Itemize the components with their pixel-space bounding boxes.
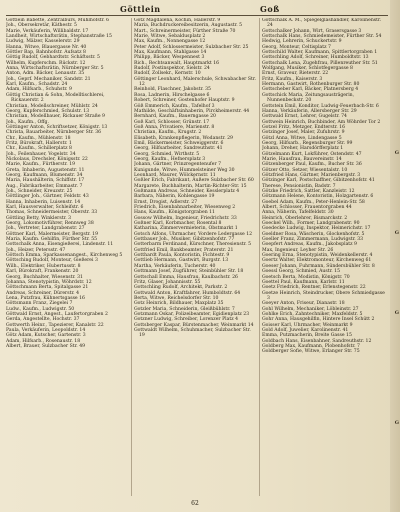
directory-entry: Gottschick Maria, Zeitungsausträgerin, Nunnenbeckstr. 20 — [262, 92, 355, 104]
directory-entry: Göttsching Rudolf, Monteur, Gießerei 3 — [6, 258, 98, 264]
directory-entry: Fritz, Glaser, Johannisstr. 55 — [134, 279, 201, 285]
directory-entry: Gold Adolf, Juwelier, Karolinenstr. 41 — [262, 327, 349, 333]
directory-entry: Ernst, Drogist, Adlerstr. 27 — [134, 199, 198, 205]
directory-entry: Goeyer Anton, Friseur, Dianastr. 18 — [262, 301, 345, 307]
directory-entry: Göttschmann Berta, Spitalgasse 21 — [6, 285, 89, 291]
header-right-name: Goß — [260, 4, 280, 14]
directory-entry: Gossow Wilhelm, Ingenieur, Friedrichstr. 33 — [134, 215, 237, 221]
directory-entry: Gerda, Angestellte, Hochstr. 37 — [6, 317, 80, 323]
column-1 — [6, 18, 130, 496]
directory-entry: Götzelmann Kurt, Lokführer, Ostendstr. 47 — [262, 151, 362, 157]
directory-entry: Landheit, Wirtschaftsrätin, Stephanstraße 15 — [6, 34, 112, 40]
directory-entry: Marie, Witwe, Sebaldusplatz 2 — [134, 34, 206, 40]
directory-entry: Paula, Verkäuferin, Leopoldstr. 14 — [6, 327, 86, 333]
directory-entry: Rich., Rechtsanwalt, Hauptmarkt 16 — [134, 60, 220, 66]
directory-entry: Christian, Kaufm., Krugstr. 2 — [134, 130, 202, 136]
directory-entry: Gottmann Josef, Zugführer, Steinbühler Str. 18 — [134, 269, 244, 275]
directory-entry: Götzinger Karl, Postschaffner, Gibitzenhofstr. 41 — [262, 178, 375, 184]
column-3 — [262, 18, 386, 496]
directory-entry: Gotzinger Josef, Maler, Zufuhrstr. 9 — [262, 130, 345, 136]
directory-entry: Max, Kaufmann, Stahlgasse 14 — [134, 50, 207, 56]
directory-entry: Rudolf, Zollsekr., Kernstr. 10 — [134, 71, 201, 77]
directory-entry: Georg, Monteur, Celtisplatz 7 — [262, 44, 331, 50]
directory-entry: Georg, Schmied, Wirthstr. 5 — [134, 151, 200, 157]
directory-entry: Mart., Schreinermeister, Fürther Straße 70 — [134, 28, 236, 34]
directory-entry: Anna, Wirtschaftsrätin, Nürnberger Str. 5 — [6, 66, 104, 72]
directory-entry: Göttsch Emma, Sparkassenangest., Kirchenweg 5 — [6, 253, 123, 259]
directory-entry: Joh., Vertreter, Landgrabenstr. 27 — [6, 226, 85, 232]
edge-letter: G — [394, 310, 399, 316]
directory-entry: Bernhard, Kaufm., Bauerngasse 20 — [134, 114, 216, 120]
directory-entry: Gottstein Emil, Konditor, Ludwig-Feuerbach-Str. 6 — [262, 103, 379, 109]
directory-entry: Joh., Feilenhauer, Vogelstr. 34 — [6, 151, 76, 157]
directory-entry: Göttlinger Joh., Gärtner, Feldstr. 43 — [6, 194, 89, 200]
directory-entry: Gottwald Ernst, Lehrer, Gugelstr. 74 — [262, 114, 347, 120]
directory-entry: Christa, Bauarbeiter, Nürnberger Str. 36 — [6, 130, 102, 136]
directory-entry: Chr., Kaufm., Schillerplatz 8 — [6, 146, 72, 152]
directory-entry: Göttig Rudolf, Gebhardtstr. Schäftsstr. 5 — [6, 55, 100, 61]
directory-entry: Götz Magdalena, Köchin, Hallerstr. 9 — [134, 18, 221, 23]
directory-entry: Gottwein Heinrich, Buchbinder, Am Wöhrder Tor 2 — [262, 119, 381, 125]
directory-entry: Götzmann Helene, Kontoristin, Holzgartenstr. 6 — [262, 194, 374, 200]
directory-entry: Marie, Verkäuferin, Willibaldstr. 17 — [6, 28, 89, 34]
column-2 — [134, 18, 258, 496]
directory-entry: Marie, Kaufm., Fürtherstr. 19 — [6, 162, 76, 168]
directory-entry: Joh., Kaufm., Offg. — [6, 119, 49, 125]
directory-entry: Karl, Bürokraft, Frankenstr. 20 — [6, 269, 79, 275]
directory-entry: Emil, Bäckermeister, Schweiggerstr. 6 — [134, 140, 224, 146]
directory-entry: Goessl Georg, Schmied, Austr. 15 — [262, 269, 341, 275]
directory-entry: Wilhelm, Kupferschm. Rückstr. 12 — [6, 60, 86, 66]
edge-letter: G — [394, 150, 399, 156]
directory-entry: Göttinger Anton, Schriftsetzer, Königstr. 13 — [6, 124, 108, 130]
directory-entry: Johann, Dreher, Harsdörfferplatz 1 — [262, 146, 344, 152]
directory-entry: Goeldner Rosa, Wäscherin, Glockenhofstr. 5 — [262, 231, 365, 237]
directory-entry: Albert, Schlosser, Frauentorgraben 44 — [262, 205, 352, 211]
directory-entry: Hanna, Witwe, Blauergasse Nr. 40 — [6, 44, 87, 50]
directory-entry: Gottscheber Karl, Bäcker, Platnersberg 4 — [262, 87, 359, 93]
directory-entry: Lena, Putzfrau, Kühnertsgasse 16 — [6, 295, 85, 301]
directory-entry: Wolfgang, Musiker, Schlotfegergasse 8 — [262, 66, 353, 72]
directory-entry: Gottschild Walter, Kaufmann, Spittlertorgraben 1 — [262, 50, 378, 56]
directory-entry: Gohr Anna, Hausgehilfin, Hintere Insel Schütt 2 — [262, 317, 375, 323]
directory-entry: Barbara, Näherin, Kohlengasse 19 — [134, 194, 215, 200]
directory-entry: Joh., Heizer, Petersstr. 47 — [6, 247, 66, 253]
directory-entry: Gottschalker Johann, Wirt, Grasersgasse 3 — [262, 28, 362, 34]
directory-entry: Ludwig, Mälzer, Kasselerstr. 29 — [6, 39, 80, 45]
directory-entry: Gottschalk Lena, Zugehfrau, Pillenreuther Str. 51 — [262, 60, 378, 66]
directory-entry: Georg, Hilfsarbeiter, Sandreuthstr. 41 — [134, 146, 223, 152]
directory-entry: Maria, Buchdruckereibesitzerin, Augustastr. 5 — [134, 23, 243, 29]
directory-entry: Göttlein Babette, Zentralbürs, Mühlhofstr. 6 — [6, 18, 110, 23]
directory-entry: Heinrich, Oberlehrer, Bismarckstr. 2 — [262, 215, 348, 221]
directory-entry: Anna, Näherin, Tafelfeldstr. 30 — [262, 210, 334, 216]
directory-entry: Ernst, Graveur, Rieterstr. 22 — [262, 71, 329, 77]
directory-entry: Gottschalk Hans, Schmiedemeister, Fürther Str. 54 — [262, 34, 382, 40]
directory-entry: Goepfert Andreas, Kaufm., Jakobsplatz 9 — [262, 242, 357, 248]
directory-entry: Gotzel Fritz, Metzger, Endterstr. 16 — [262, 124, 346, 130]
directory-entry: Albert, Brauer, Sulzbacher Str. 49 — [6, 343, 86, 349]
directory-entry: Goering Erna, Stenotypistin, Weidenkellerstr. 4 — [262, 253, 373, 259]
directory-entry: Goß Anna, Privatiere, Marienstr. 8 — [134, 124, 215, 130]
directory-entry: Georg, Kaufm., Hefnersplatz 3 — [134, 156, 206, 162]
directory-entry: Gottbauer Joh., Musiker, Gibitzenhofstr. 77 — [134, 237, 235, 243]
directory-entry: Chr., Kaufm., Mühlenstr. 18 — [6, 135, 71, 141]
directory-entry: Hedwig, Lehrerin, Schuckertstr. 9 — [262, 39, 342, 45]
directory-entry: Gotthardt Paula, Kontoristin, Fichtestr. 9 — [134, 253, 230, 259]
directory-entry: Gottwald Anton, Kraftfahrer, Humboldtstr. 64 — [134, 290, 241, 296]
directory-entry: Goßner Karl, Korbmacher, Rosental 8 — [134, 221, 222, 227]
directory-entry: Georg, Lokomotivführer, Rennweg 38 — [6, 221, 94, 227]
directory-entry: Goßmann Andreas, Schneider, Kesslerplatz 4 — [134, 189, 240, 194]
directory-entry: Hanna, Inhaberin, Luisenstr. 14 — [6, 199, 81, 205]
directory-entry: Georg, Hilfsarb., Regensburger Str. 99 — [262, 140, 353, 146]
directory-entry: Götzer Otto, Setzer, Wiesentalstr. 10 — [262, 167, 348, 173]
directory-entry: Robert, Schreiner, Gostenhofer Hauptstr. 9 — [134, 98, 235, 104]
directory-entry: Georg, Kaufmann, Blumenstr. 34 — [6, 172, 83, 178]
directory-entry: Greta, Inhaberin, Augustenstr. 11 — [6, 167, 85, 173]
directory-entry: Mathilde, Geschäftsinhaberin, Pirckheimerstr. 44 — [134, 108, 250, 114]
directory-entry: Kunigunde, Witwe, Hummelsteiner Weg 30 — [134, 167, 235, 173]
directory-entry: Götz Adam, Kutscher, Gartenstr. 3 — [6, 333, 86, 339]
directory-entry: Fritz, Kaufm., Kaiserstr. 3 — [262, 76, 323, 82]
directory-entry: Thomas, Schneidermeister, Oberstr. 33 — [6, 210, 98, 216]
column-divider — [259, 18, 260, 496]
directory-entry: Rudolf, Postinspektor, Sielstr. 24 — [134, 66, 210, 72]
directory-entry: Gotsch Alfons, Uhrmacher, Vordere Ledergasse 12 — [134, 231, 253, 237]
directory-entry: Christian, Modellschreiner, Mühlstr. 24 — [6, 103, 98, 109]
directory-entry: Martha, Verkäuferin, Tucherstr. 40 — [134, 263, 216, 269]
directory-entry: Gotzler Maria, Schneiderin, Gleißbühlstr. 7 — [134, 306, 235, 312]
directory-entry: Göttling Betty, Winklerstr. 3 — [6, 215, 72, 221]
directory-entry: Philipp, Bäcker, Wespennest 3 — [134, 55, 205, 61]
directory-entry: Gottschall Emma, Hausfrau, Kaulbachstr. 26 — [134, 274, 238, 280]
directory-entry: Joh., Schneider, Kreuzstr. 25 — [6, 189, 73, 194]
directory-entry: Hans, Kaufm., Königstorgraben 11 — [134, 210, 215, 216]
directory-entry: Johanna, Stenotypistin, Wöhrdstr. 12 — [6, 279, 92, 285]
directory-entry: Joh., Geprf. Mechaniker, Sandstr. 21 — [6, 76, 91, 82]
directory-entry: Göttwald Ernst, Angest., Laufertorgraben 2 — [6, 311, 108, 317]
directory-entry: Maria, Haushälterin, Schiffstr. 17 — [6, 178, 85, 184]
directory-entry: Gotterbarm Ferdinand, Kürschner, Theresienstr. 5 — [134, 242, 252, 248]
directory-entry: Goettel Paul, Kaufmann, Karlstr. 11 — [262, 279, 345, 285]
directory-entry: Karl, Kaufm., Schadstr. 24 — [6, 82, 68, 88]
directory-entry: Marie, Hausfrau, Bauvereinstr. 14 — [262, 156, 342, 162]
directory-entry: Goeser Johann, Fuhrmann, Sündersbühler Str. 8 — [262, 263, 375, 269]
directory-entry: Goetze Heinrich, Steindrucker, Obere Schmiedgasse 3 — [262, 290, 385, 301]
directory-entry: Goldbach Hans, Eisenbahner, Sandreuthstr. 12 — [262, 338, 372, 344]
directory-entry: Joh., Obersekretär, Käthestr. 5 — [6, 23, 77, 29]
directory-entry: Andreas, Schreiner, Dürerstr. 4 — [6, 290, 79, 296]
directory-entry: Rosa, Ladnerin, Hirschelgasse 6 — [134, 92, 210, 98]
directory-entry: Karl, Hausverwalter, Schleifstr. 6 — [6, 205, 84, 211]
directory-entry: Goeller Franz, Zimmermann, Ludwigstr. 33 — [262, 237, 364, 243]
directory-entry: Hermann, Gastwirt, Rothenburger Str. 80 — [262, 82, 360, 88]
directory-entry: Hanna, Verkäuferin, Allersberger Str. 29 — [262, 108, 357, 114]
directory-entry: Gotzner Ludwig, Schreiber, Lorenzer Platz 4 — [134, 317, 239, 323]
directory-entry: Gottwerth Heinr., Tapezierer, Kanalstr. 22 — [6, 322, 104, 328]
column-divider — [131, 18, 132, 496]
directory-entry: Johann, Gärtner, Prinzregentenufer 7 — [134, 162, 222, 168]
directory-entry: Göß Emmerich, Kaufm., Tafelhof 3 — [134, 103, 215, 109]
directory-entry: Gohlke Erich, Zahntechniker, Maxfeldstr. 5 — [262, 311, 363, 317]
directory-entry: Gottschling Rudolf, Architekt, Parkstr. 2 — [134, 285, 228, 291]
edge-letter: G — [394, 230, 399, 236]
directory-entry: Gottsberger Kaspar, Bürstenmacher, Weinmarkt 14 — [134, 322, 254, 328]
directory-entry: Anton, Adm. Bäcker, Lenaustr. 35 — [6, 71, 85, 77]
directory-entry: Gotzmann Oskar, Polizeibeamter, Egidienplatz 23 — [134, 311, 250, 317]
directory-entry: Göttner Karl, Malermeister, Bergstr. 19 — [6, 231, 99, 237]
edge-letter: G — [394, 420, 399, 426]
directory-entry: Goldberg Max, Kaufmann, Plobenhofstr. 7 — [262, 343, 360, 349]
directory-entry: Adam, Hilfsarb., Rosenaustr. 18 — [6, 338, 81, 344]
directory-entry: Therese, Pensionistin, Badstr. 7 — [262, 183, 336, 189]
directory-entry: Goisser Karl, Uhrmacher, Weinmarkt 9 — [262, 322, 353, 328]
directory-entry: Goetz Friedrich, Rentner, Erlenstegenstr. 22 — [262, 285, 366, 291]
header-left-name: Göttlein — [120, 4, 161, 14]
directory-entry: Goebel Adam, Kaufm., Peter-Henlein-Str. 58 — [262, 199, 365, 205]
directory-entry: Gottwaldt Wilhelm, Schuhmacher, Sulzbacher Str. 19 — [134, 327, 251, 339]
directory-entry: Goß Karl, Schlosser, Grünstr. 17 — [134, 119, 210, 125]
directory-entry: Berta, Witwe, Reichelsdorfer Str. 10 — [134, 295, 219, 301]
directory-entry: Götzenberger Paul, Kaufm., Bucher Str. 36 — [262, 162, 362, 168]
directory-entry: Katharina, Zimmervermieterin, Obstmarkt 1 — [134, 226, 238, 232]
directory-entry: Max, Ingenieur, Leyher Str. 26 — [262, 247, 334, 253]
directory-entry: Gottschalk A. M., Spiegelglashändler, Karolinenstr. 24 — [262, 18, 382, 29]
directory-entry: Adam, Hilfsarb., Schuhstr. 9 — [6, 87, 72, 93]
directory-entry: Georg, Kupferschmied, Schulstr. 13 — [6, 108, 90, 114]
directory-entry: Goßler Erich, Fabrikant, Äußere Sulzbacher Str. 60 — [134, 178, 254, 184]
directory-entry: Fritz, Bürokraft, Hallerstr. 1 — [6, 140, 72, 146]
directory-entry: Gottschalk Anna, Eisengießerei, Lindenstr. 11 — [6, 242, 114, 248]
header-rule — [6, 15, 388, 16]
directory-entry: Max, Kaufm., Nonnengasse 12 — [134, 39, 206, 45]
directory-entry: Gotz Heinrich, Bildhauer, Maxplatz 35 — [134, 301, 224, 307]
directory-entry: Goeckel Wilh., Former, Landgrabenstr. 90 — [262, 221, 360, 227]
directory-entry: Goedecke Ludwig, Inspektor, Heimerichstr. 17 — [262, 226, 371, 232]
directory-entry: Ludw., Kaufm., Ludwigstr. 50 — [6, 306, 75, 312]
directory-entry: Goetsch Berta, Modistin, Königstr. 70 — [262, 274, 350, 280]
directory-entry: Göttig Christian & Sohn, Modelltischlerei, Rickauerstr. 2 — [6, 92, 105, 104]
directory-entry: Gottschling Adolf, Schreiner, Humboldtstr. 13 — [262, 55, 369, 61]
directory-entry: Goldberger Sofie, Witwe, Erlanger Str. 75 — [262, 349, 360, 355]
directory-entry: Aug., Fabrikarbeiter, Emmastr. 7 — [6, 183, 83, 189]
directory-entry: Goertz Walter, Elektromonteur, Kirchenweg 61 — [262, 258, 372, 264]
directory-entry: Christian, Modellbauer, Rickauer Straße 9 — [6, 114, 105, 120]
directory-entry: Götzke Friedrich, Sattler, Kanzleistr. 12 — [262, 189, 355, 194]
directory-entry: Leonhard, Maurer, Wölckernstr. 11 — [134, 172, 216, 178]
directory-entry: Peter Adolf, Schlossermeister, Sulzbacher Str. 25 — [134, 44, 249, 50]
directory-entry: Gottlieb Hermann, Gastwirt, Burgstr. 13 — [134, 258, 229, 264]
directory-entry: Georg, Buchhalter, Wiesenstr. 31 — [6, 274, 83, 280]
page-number: 62 — [191, 500, 199, 507]
directory-entry: Friedrich, Eisenbahnarbeiter, Wiesenweg 2 — [134, 205, 236, 211]
directory-entry: Maria, Kaufm. Gehilfin, Fürther Str. 55 — [6, 237, 98, 243]
directory-entry: Reinhold, Flaschner, Jakobstr. 35 — [134, 87, 211, 93]
directory-entry: Göttsmann Franz, Ziegelei 7 — [6, 301, 73, 307]
directory-entry: Gottfried Emil, Bankbeamter, Praterstr. 21 — [134, 247, 234, 253]
directory-entry: Elisabeth, Krankenpflegerin, Wodanstr. 29 — [134, 135, 233, 141]
directory-entry: Göttler Bap, Bahnhofstr. Aufsatz 8 — [6, 50, 86, 56]
directory-entry: Götzl Anna, Witwe, Lindengasse 5 — [262, 135, 342, 141]
directory-entry: Götzfried Hans, Gärtner, Marienbergstr. 3 — [262, 172, 361, 178]
directory-entry: Wilh., Elektriker, Hubertusstr. 8 — [6, 263, 81, 269]
directory-entry: Nickolaus, Drechsler, Königsstr. 22 — [6, 156, 88, 162]
page-edge — [390, 0, 400, 512]
directory-entry: Emma, Putzmacherin, Breite Gasse 15 — [262, 333, 352, 339]
directory-entry: Gohl Wilhelm, Mechaniker, Löbleinstr. 27 — [262, 306, 359, 312]
directory-entry: Margarete, Buchhalterin, Martin-Richter-Str. 15 — [134, 183, 247, 189]
directory-entry: Göttinger Leonhard, Malerschule, Schwabacher Str. 12 — [134, 76, 256, 88]
